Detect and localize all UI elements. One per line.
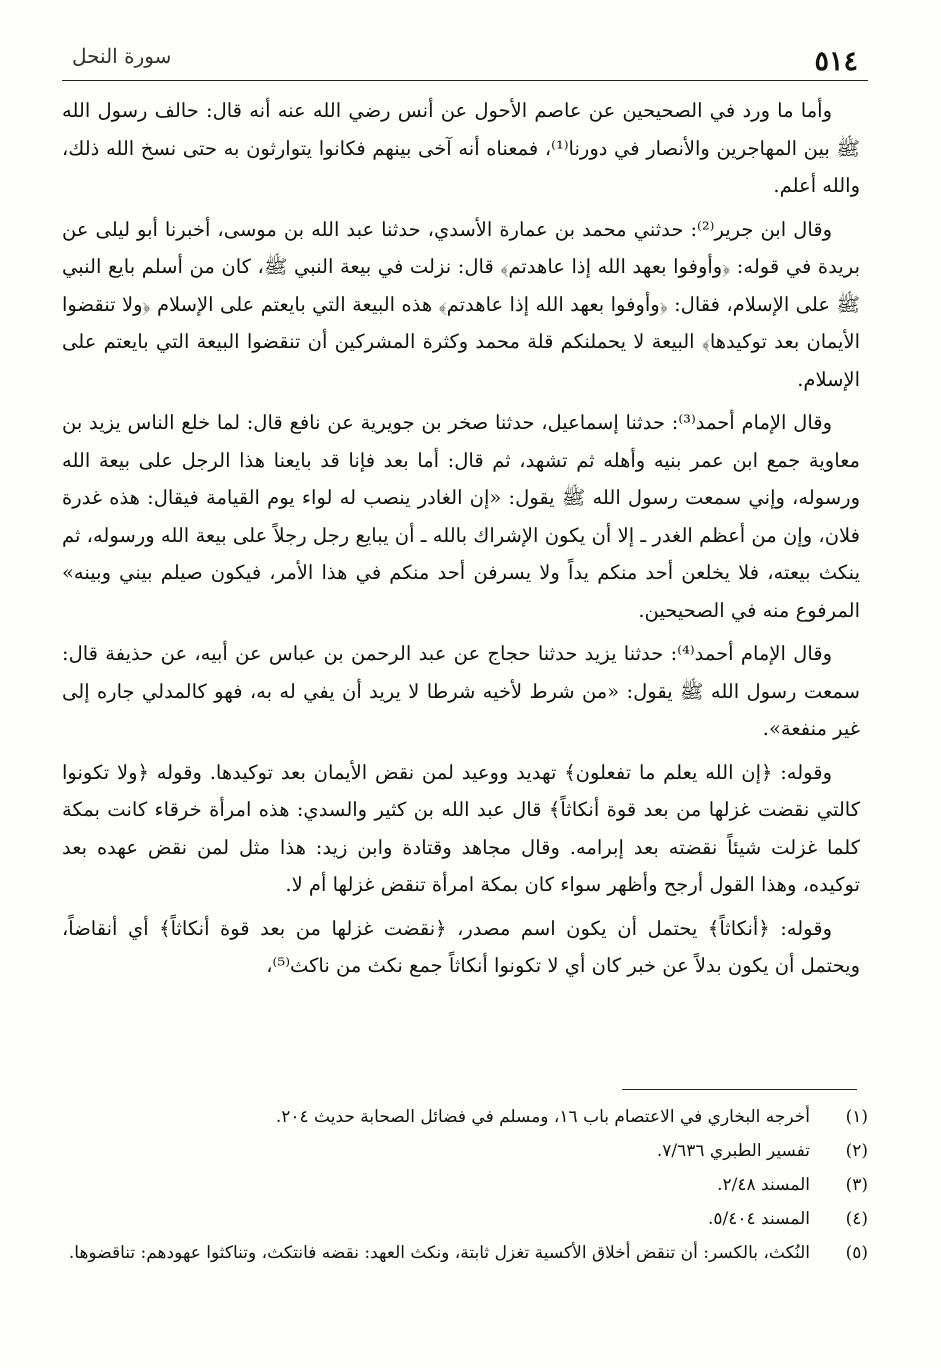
footnote-number: (١) xyxy=(845,1107,868,1127)
surah-title: سورة النحل xyxy=(72,44,172,68)
footnote-number: (٤) xyxy=(845,1209,868,1229)
main-text xyxy=(62,92,860,991)
paragraph: وقال الإمام أحمد⁽³⁾: حدثنا إسماعيل، حدثنا صخر بن جويرية عن نافع قال: لما خلع الناس يزيد بن معاوية جمع ابن عمر بنيه وأهله ثم تشهد، ثم قال: أما بعد فإنا قد بايعنا هذا الرجل على بيعة الله ورسوله، وإني سمعت رسول الله ﷺ يقول: «إن الغادر ينصب له لواء يوم القيامة فيقال: هذه غدرة فلان، وإن من أعظم الغدر ـ إلا أن يكون الإشراك بالله ـ أن يبايع رجل رجلاً على بيعة الله ورسوله، ثم ينكث بيعته، فلا يخلعن أحد منكم يداً ولا يسرفن أحد منكم في هذا الأمر، فيكون صيلم بيني وبينه» المرفوع منه في الصحيحين. xyxy=(62,411,860,622)
footnote-text: النُكث، بالكسر: أن تنقض أخلاق الأكسية تغزل ثابتة، ونكث العهد: نقضه فانتكث، وتناكثوا عهودهم: تناقضوها. xyxy=(68,1243,810,1263)
paragraph: وقوله: ﴿أنكاثاً﴾ يحتمل أن يكون اسم مصدر، ﴿نقضت غزلها من بعد قوة أنكاثاً﴾ أي أنقاضاً، ويحتمل أن يكون بدلاً عن خبر كان أي لا تكونوا أنكاثاً جمع نكث من ناكث⁽⁵⁾، xyxy=(62,916,860,977)
footnote xyxy=(62,1134,868,1168)
footnote-number: (٢) xyxy=(845,1141,868,1161)
page-number: ٥١٤ xyxy=(814,46,858,77)
paragraph: وأما ما ورد في الصحيحين عن عاصم الأحول عن أنس رضي الله عنه أنه قال: حالف رسول الله ﷺ بين المهاجرين والأنصار في دورنا⁽¹⁾، فمعناه أنه آخى بينهم فكانوا يتوارثون به حتى نسخ الله ذلك، والله أعلم. xyxy=(62,99,860,197)
footnote-text: المسند ٥/٤٠٤. xyxy=(707,1209,810,1229)
footnote-number: (٣) xyxy=(845,1175,868,1195)
paragraph: وقال ابن جرير⁽²⁾: حدثني محمد بن عمارة الأسدي، حدثنا عبد الله بن موسى، أخبرنا أبو ليلى عن بريدة في قوله: ﴿وأوفوا بعهد الله إذا عاهدتم﴾ قال: نزلت في بيعة النبي ﷺ، كان من أسلم بايع النبي ﷺ على الإسلام، فقال: ﴿وأوفوا بعهد الله إذا عاهدتم﴾ هذه البيعة التي بايعتم على الإسلام ﴿ولا تنقضوا الأيمان بعد توكيدها﴾ البيعة لا يحملنكم قلة محمد وكثرة المشركين أن تنقضوا البيعة التي بايعتم على الإسلام. xyxy=(62,217,860,391)
footnote-number: (٥) xyxy=(845,1243,868,1263)
footnote xyxy=(62,1236,868,1270)
footnote-text: تفسير الطبري ٧/٦٣٦. xyxy=(656,1141,810,1161)
footnote-text: أخرجه البخاري في الاعتصام باب ١٦، ومسلم في فضائل الصحابة حديث ٢٠٤. xyxy=(275,1107,810,1127)
footnote-divider xyxy=(622,1089,857,1090)
footnote xyxy=(62,1168,868,1202)
page-header xyxy=(62,40,868,81)
footnote-text: المسند ٢/٤٨. xyxy=(717,1175,810,1195)
footnotes xyxy=(62,1100,868,1270)
paragraph: وقال الإمام أحمد⁽⁴⁾: حدثنا يزيد حدثنا حجاج عن عبد الرحمن بن عباس عن أبيه، عن حذيفة قال: سمعت رسول الله ﷺ يقول: «من شرط لأخيه شرطا لا يريد أن يفي له به، فهو كالمدلي جاره إلى غير منفعة». xyxy=(62,642,860,740)
footnote xyxy=(62,1100,868,1134)
footnote xyxy=(62,1202,868,1236)
paragraph: وقوله: ﴿إن الله يعلم ما تفعلون﴾ تهديد ووعيد لمن نقض الأيمان بعد توكيدها. وقوله ﴿ولا تكونوا كالتي نقضت غزلها من بعد قوة أنكاثاً﴾ قال عبد الله بن كثير والسدي: هذه امرأة خرقاء كانت بمكة كلما غزلت شيئاً نقضته بعد إبرامه. وقال مجاهد وقتادة وابن زيد: هذا مثل لمن نقض عهده بعد توكيده، وهذا القول أرجح وأظهر سواء كان بمكة امرأة تنقض غزلها أم لا. xyxy=(62,760,860,896)
